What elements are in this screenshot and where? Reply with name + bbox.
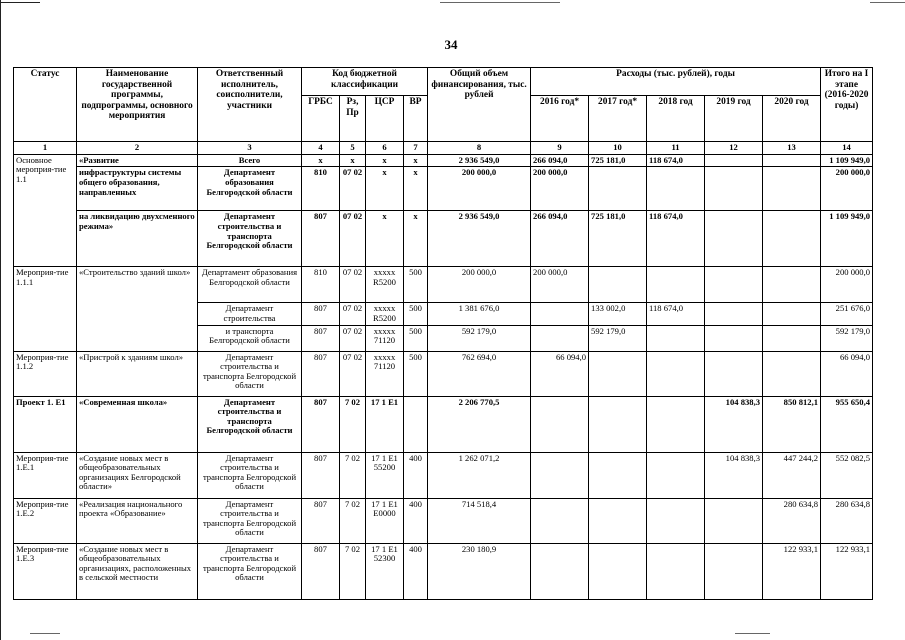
- row-itogo: 200 000,0: [821, 167, 873, 211]
- row-2017: [589, 498, 647, 543]
- row-vr: 400: [404, 498, 428, 543]
- row-grbs: 807: [302, 211, 340, 267]
- row-2020: [763, 303, 821, 325]
- row-2017: [589, 452, 647, 498]
- row-2020: [763, 154, 821, 167]
- table-row: [14, 452, 873, 498]
- row-name: «Пристрой к зданиям школ»: [77, 351, 198, 396]
- row-2018: [647, 396, 705, 452]
- row-executor: Департамент строительства и транспорта Белгородской области: [198, 498, 302, 543]
- row-name: «Создание новых мест в общеобразовательных организациях Белгородской области»: [77, 452, 198, 498]
- scan-edge-top-right: [870, 2, 905, 3]
- row-csr: x: [366, 167, 404, 211]
- scan-edge-left: [0, 0, 1, 640]
- table-row: [14, 351, 873, 396]
- row-2016: [531, 396, 589, 452]
- row-vr: x: [404, 211, 428, 267]
- row-status: Мероприя-тие 1.1.2: [14, 351, 77, 396]
- header-rzpr: Рз, Пр: [340, 96, 366, 142]
- row-executor: Департамент строительства и транспорта Белгородской области: [198, 452, 302, 498]
- row-2016: 266 094,0: [531, 154, 589, 167]
- table-row: [14, 167, 873, 211]
- row-vr: 400: [404, 543, 428, 599]
- row-itogo: 251 676,0: [821, 303, 873, 325]
- scan-edge-bottom-left: [30, 633, 60, 634]
- col-number: 5: [340, 142, 366, 155]
- row-total: 762 694,0: [428, 351, 531, 396]
- row-2020: 447 244,2: [763, 452, 821, 498]
- row-rzpr: 07 02: [340, 167, 366, 211]
- row-rzpr: 7 02: [340, 543, 366, 599]
- row-2019: [705, 325, 763, 351]
- row-name: на ликвидацию двухсменного режима»: [77, 211, 198, 267]
- row-vr: 500: [404, 325, 428, 351]
- row-2016: 66 094,0: [531, 351, 589, 396]
- row-2019: [705, 498, 763, 543]
- row-itogo: 1 109 949,0: [821, 154, 873, 167]
- row-2018: 118 674,0: [647, 303, 705, 325]
- row-vr: 500: [404, 303, 428, 325]
- row-2019: [705, 543, 763, 599]
- table-row: [14, 211, 873, 267]
- row-name: «Создание новых мест в общеобразовательных организациях, расположенных в сельской местности: [77, 543, 198, 599]
- row-itogo: 592 179,0: [821, 325, 873, 351]
- row-2020: [763, 351, 821, 396]
- col-number: 6: [366, 142, 404, 155]
- row-2018: 118 674,0: [647, 211, 705, 267]
- row-executor: Департамент образования Белгородской области: [198, 167, 302, 211]
- header-status: Статус: [14, 68, 77, 142]
- col-number: 11: [647, 142, 705, 155]
- row-itogo: 1 109 949,0: [821, 211, 873, 267]
- col-number: 1: [14, 142, 77, 155]
- row-vr: x: [404, 154, 428, 167]
- row-name: «Строительство зданий школ»: [77, 267, 198, 351]
- row-total: 230 180,9: [428, 543, 531, 599]
- row-2019: [705, 211, 763, 267]
- col-number: 9: [531, 142, 589, 155]
- page-number: 34: [444, 37, 458, 52]
- row-2017: 133 002,0: [589, 303, 647, 325]
- row-2018: [647, 543, 705, 599]
- row-2018: [647, 325, 705, 351]
- row-rzpr: 7 02: [340, 498, 366, 543]
- scan-edge-bottom-right: [735, 633, 770, 634]
- row-total: 200 000,0: [428, 167, 531, 211]
- row-name: «Реализация национального проекта «Образование»: [77, 498, 198, 543]
- row-vr: x: [404, 167, 428, 211]
- row-grbs: 807: [302, 325, 340, 351]
- row-2016: [531, 303, 589, 325]
- col-number: 2: [77, 142, 198, 155]
- row-2020: 850 812,1: [763, 396, 821, 452]
- row-csr: xxxxx 71120: [366, 351, 404, 396]
- row-2017: 725 181,0: [589, 154, 647, 167]
- header-total-financing: Общий объем финансирования, тыс. рублей: [428, 68, 531, 142]
- row-2016: [531, 325, 589, 351]
- row-2016: [531, 543, 589, 599]
- scan-edge-top-mid: [440, 2, 560, 3]
- row-rzpr: 7 02: [340, 452, 366, 498]
- col-number: 13: [763, 142, 821, 155]
- header-name: Наименование государственной программы, подпрограммы, основного мероприятия: [77, 68, 198, 142]
- header-2016: 2016 год*: [531, 96, 589, 142]
- header-2018: 2018 год: [647, 96, 705, 142]
- row-grbs: 807: [302, 452, 340, 498]
- row-2017: [589, 351, 647, 396]
- row-2019: [705, 167, 763, 211]
- row-total: 1 381 676,0: [428, 303, 531, 325]
- row-grbs: 807: [302, 303, 340, 325]
- row-csr: 17 1 Е1 Е0000: [366, 498, 404, 543]
- col-number: 14: [821, 142, 873, 155]
- table-row: [14, 267, 873, 303]
- row-2019: [705, 303, 763, 325]
- row-2018: [647, 167, 705, 211]
- budget-table-body: [14, 154, 873, 599]
- row-rzpr: 07 02: [340, 211, 366, 267]
- table-row: [14, 154, 873, 167]
- row-2019: 104 838,3: [705, 452, 763, 498]
- row-status: Мероприя-тие 1.Е.2: [14, 498, 77, 543]
- row-2017: [589, 267, 647, 303]
- row-executor: Департамент строительства: [198, 303, 302, 325]
- row-2016: 200 000,0: [531, 267, 589, 303]
- col-number: 10: [589, 142, 647, 155]
- row-2020: 280 634,8: [763, 498, 821, 543]
- col-number: 12: [705, 142, 763, 155]
- row-csr: x: [366, 154, 404, 167]
- row-csr: 17 1 Е1 55200: [366, 452, 404, 498]
- row-total: 2 936 549,0: [428, 154, 531, 167]
- row-total: 592 179,0: [428, 325, 531, 351]
- row-2016: [531, 498, 589, 543]
- row-2016: 266 094,0: [531, 211, 589, 267]
- row-total: 2 936 549,0: [428, 211, 531, 267]
- header-2019: 2019 год: [705, 96, 763, 142]
- row-2020: [763, 325, 821, 351]
- row-total: 1 262 071,2: [428, 452, 531, 498]
- row-name: «Современная школа»: [77, 396, 198, 452]
- row-csr: xxxxx R5200: [366, 303, 404, 325]
- row-executor: Департамент строительства и транспорта Белгородской области: [198, 211, 302, 267]
- row-executor: Всего: [198, 154, 302, 167]
- header-executor: Ответственный исполнитель, соисполнители, участники: [198, 68, 302, 142]
- row-csr: xxxxx R5200: [366, 267, 404, 303]
- col-number: 7: [404, 142, 428, 155]
- row-2017: [589, 543, 647, 599]
- row-2018: [647, 351, 705, 396]
- row-executor: Департамент строительства и транспорта Белгородской области: [198, 543, 302, 599]
- col-number: 8: [428, 142, 531, 155]
- row-rzpr: x: [340, 154, 366, 167]
- row-itogo: 955 650,4: [821, 396, 873, 452]
- row-2020: [763, 267, 821, 303]
- header-2017: 2017 год*: [589, 96, 647, 142]
- row-2018: [647, 267, 705, 303]
- row-name: «Развитие: [77, 154, 198, 167]
- row-status: Мероприя-тие 1.Е.3: [14, 543, 77, 599]
- header-grbs: ГРБС: [302, 96, 340, 142]
- row-csr: 17 1 Е1: [366, 396, 404, 452]
- row-2017: 592 179,0: [589, 325, 647, 351]
- row-grbs: 807: [302, 396, 340, 452]
- row-2017: 725 181,0: [589, 211, 647, 267]
- row-name: инфраструктуры системы общего образования, направленных: [77, 167, 198, 211]
- row-itogo: 552 082,5: [821, 452, 873, 498]
- row-status: Мероприя-тие 1.1.1: [14, 267, 77, 351]
- row-2018: [647, 452, 705, 498]
- row-2019: [705, 267, 763, 303]
- row-itogo: 280 634,8: [821, 498, 873, 543]
- row-total: 2 206 770,5: [428, 396, 531, 452]
- row-itogo: 122 933,1: [821, 543, 873, 599]
- row-2016: [531, 452, 589, 498]
- col-number: 4: [302, 142, 340, 155]
- row-2019: 104 838,3: [705, 396, 763, 452]
- row-rzpr: 07 02: [340, 267, 366, 303]
- row-grbs: 807: [302, 543, 340, 599]
- row-status: Основное мероприя-тие 1.1: [14, 154, 77, 267]
- header-2020: 2020 год: [763, 96, 821, 142]
- row-rzpr: 7 02: [340, 396, 366, 452]
- row-total: 200 000,0: [428, 267, 531, 303]
- row-grbs: 810: [302, 267, 340, 303]
- row-vr: 500: [404, 267, 428, 303]
- row-rzpr: 07 02: [340, 351, 366, 396]
- row-2020: [763, 167, 821, 211]
- row-2017: [589, 396, 647, 452]
- row-rzpr: 07 02: [340, 303, 366, 325]
- row-grbs: 807: [302, 498, 340, 543]
- row-status: Проект 1. Е1: [14, 396, 77, 452]
- row-executor: Департамент строительства и транспорта Белгородской области: [198, 396, 302, 452]
- row-csr: 17 1 Е1 52300: [366, 543, 404, 599]
- row-grbs: x: [302, 154, 340, 167]
- row-executor: Департамент образования Белгородской области: [198, 267, 302, 303]
- scan-edge-top-left: [0, 2, 40, 3]
- header-expenses: Расходы (тыс. рублей), годы: [531, 68, 821, 96]
- header-itogo: Итого на I этапе (2016-2020 годы): [821, 68, 873, 142]
- row-2016: 200 000,0: [531, 167, 589, 211]
- row-2018: [647, 498, 705, 543]
- row-2020: [763, 211, 821, 267]
- row-vr: 500: [404, 351, 428, 396]
- header-code-group: Код бюджетной классификации: [302, 68, 428, 96]
- row-vr: [404, 396, 428, 452]
- header-vr: ВР: [404, 96, 428, 142]
- col-number: 3: [198, 142, 302, 155]
- row-itogo: 66 094,0: [821, 351, 873, 396]
- row-status: Мероприя-тие 1.Е.1: [14, 452, 77, 498]
- row-vr: 400: [404, 452, 428, 498]
- row-2019: [705, 351, 763, 396]
- row-2018: 118 674,0: [647, 154, 705, 167]
- table-row: [14, 498, 873, 543]
- row-2020: 122 933,1: [763, 543, 821, 599]
- row-rzpr: 07 02: [340, 325, 366, 351]
- row-executor: и транспорта Белгородской области: [198, 325, 302, 351]
- row-csr: xxxxx 71120: [366, 325, 404, 351]
- header-csr: ЦСР: [366, 96, 404, 142]
- row-itogo: 200 000,0: [821, 267, 873, 303]
- row-2019: [705, 154, 763, 167]
- row-executor: Департамент строительства и транспорта Белгородской области: [198, 351, 302, 396]
- row-csr: x: [366, 211, 404, 267]
- row-total: 714 518,4: [428, 498, 531, 543]
- row-grbs: 810: [302, 167, 340, 211]
- row-2017: [589, 167, 647, 211]
- row-grbs: 807: [302, 351, 340, 396]
- table-row: [14, 396, 873, 452]
- budget-table: [13, 67, 873, 600]
- table-row: [14, 543, 873, 599]
